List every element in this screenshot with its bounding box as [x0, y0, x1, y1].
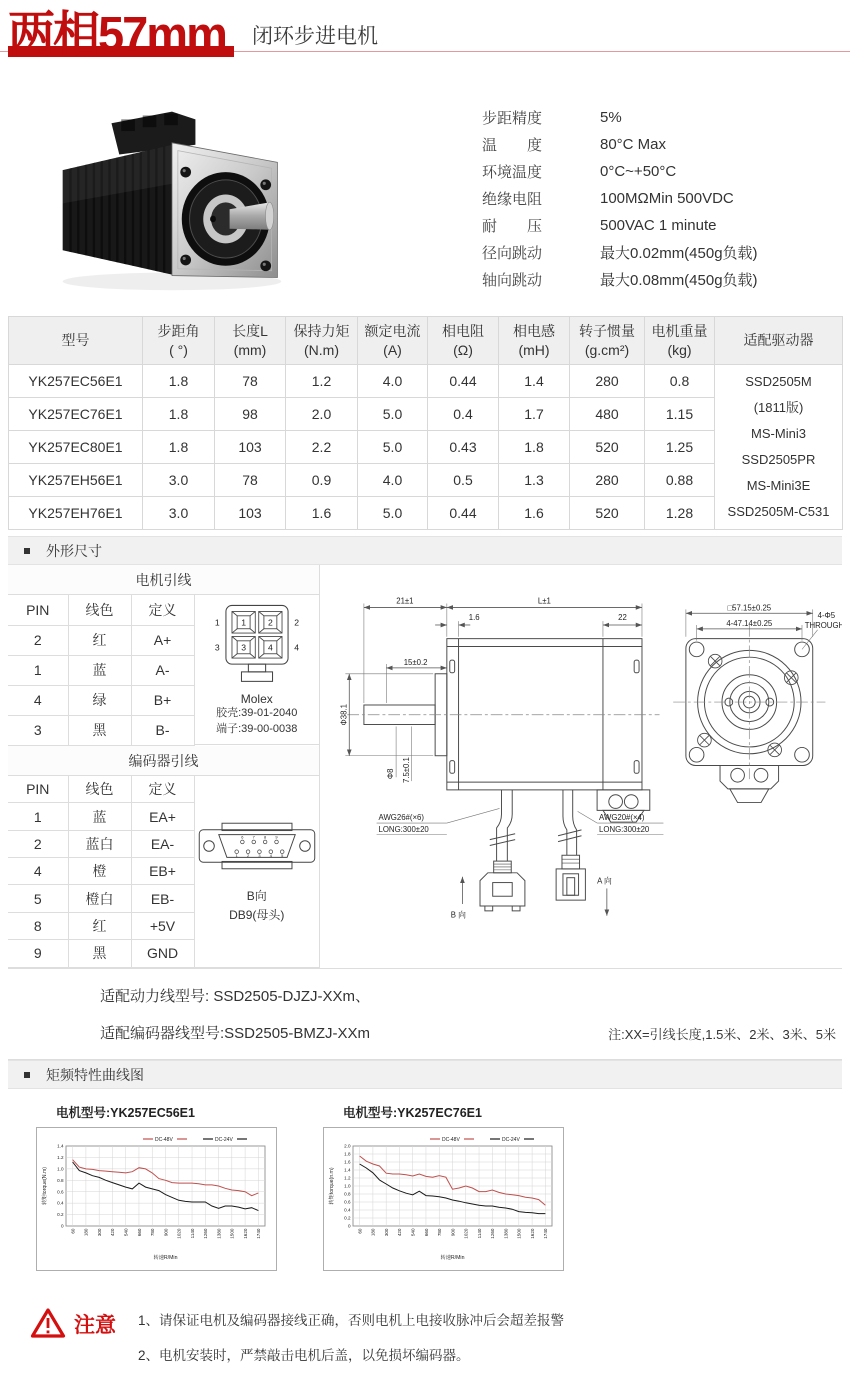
- cell: 4: [8, 685, 68, 715]
- svg-text:60: 60: [70, 1228, 76, 1234]
- cell: B-: [131, 715, 194, 745]
- encoder-leads-table: [8, 776, 195, 968]
- molex-connector-box: [195, 595, 320, 745]
- spec-cell: 98: [215, 398, 286, 431]
- svg-text:1.0: 1.0: [344, 1183, 351, 1189]
- table-row: [8, 940, 194, 967]
- dim-label: 1.6: [468, 613, 480, 623]
- spec-value: 5%: [600, 109, 622, 126]
- svg-text:1.6: 1.6: [344, 1159, 351, 1165]
- cell: 绿: [68, 685, 131, 715]
- spec-table: [8, 316, 843, 530]
- cell: 橙: [68, 858, 131, 885]
- spec-value: 最大0.08mm(450g负载): [600, 272, 758, 289]
- col-wire-color: 线色: [68, 595, 131, 625]
- svg-text:1500: 1500: [229, 1228, 235, 1239]
- spec-cell: 2.0: [286, 398, 358, 431]
- spec-row: [482, 266, 758, 293]
- table-row: [8, 625, 194, 655]
- dimension-drawing: [320, 567, 842, 963]
- spec-cell: 0.9: [286, 464, 358, 497]
- table-row: [8, 685, 194, 715]
- svg-text:0.2: 0.2: [344, 1215, 351, 1221]
- col-wire-color: 线色: [68, 776, 131, 803]
- svg-text:0.2: 0.2: [57, 1212, 64, 1218]
- table-header-row: [8, 595, 194, 625]
- svg-text:转速R/Min: 转速R/Min: [440, 1255, 465, 1261]
- svg-text:1380: 1380: [503, 1228, 509, 1239]
- view-label: B 向: [450, 910, 466, 920]
- torque-curve-charts: [8, 1089, 842, 1271]
- cell: 蓝: [68, 803, 131, 830]
- table-row: [8, 830, 194, 857]
- spec-cell: 1.28: [645, 497, 715, 530]
- spec-row: [482, 212, 758, 239]
- encoder-cable-model: 适配编码器线型号:SSD2505-BMZJ-XXm: [100, 1025, 371, 1042]
- pin-number: 4: [267, 642, 273, 653]
- section-title: 矩频特性曲线图: [46, 1066, 144, 1083]
- svg-text:1.0: 1.0: [57, 1166, 64, 1172]
- motor-product-image: [22, 94, 322, 299]
- pin-number: 1: [235, 852, 238, 858]
- col-pin: PIN: [8, 595, 68, 625]
- notice-line: 1、请保证电机及编码器接线正确，否则电机上电接收脉冲后会超差报警: [138, 1313, 565, 1328]
- table-row: [8, 803, 194, 830]
- svg-text:2.0: 2.0: [344, 1143, 351, 1149]
- svg-text:180: 180: [370, 1228, 376, 1237]
- spec-list: [482, 94, 758, 294]
- spec-cell: 1.8: [143, 431, 215, 464]
- spec-row: [482, 104, 758, 131]
- pin-number: 3: [240, 642, 246, 653]
- driver-line: SSD2505M: [745, 374, 812, 389]
- svg-text:1.4: 1.4: [57, 1143, 64, 1149]
- svg-text:转矩torque(N.m): 转矩torque(N.m): [42, 1166, 48, 1206]
- spec-value: 0°C~+50°C: [600, 163, 677, 180]
- spec-cell: 0.43: [428, 431, 499, 464]
- driver-line: SSD2505M-C531: [727, 504, 830, 519]
- spec-value: 最大0.02mm(450g负载): [600, 245, 758, 262]
- pin-number: 6: [241, 834, 244, 840]
- dim-label: Φ8: [386, 768, 396, 780]
- cable-label: LONG:300±20: [599, 824, 650, 834]
- spec-cell: 5.0: [358, 431, 428, 464]
- svg-text:780: 780: [150, 1228, 156, 1237]
- svg-text:660: 660: [423, 1228, 429, 1237]
- cell: 红: [68, 912, 131, 939]
- connector-name: Molex: [240, 692, 273, 707]
- spec-label: 绝缘电阻: [482, 191, 543, 208]
- section-title: 外形尺寸: [46, 542, 102, 559]
- section-torque-curves: [8, 1060, 842, 1089]
- spec-cell: 0.88: [645, 464, 715, 497]
- svg-text:900: 900: [163, 1228, 169, 1237]
- svg-text:1020: 1020: [463, 1228, 469, 1239]
- col-phase-inductance: 相电感 (mH): [499, 317, 570, 365]
- svg-text:900: 900: [450, 1228, 456, 1237]
- connector-terminal: 端子:39-00-0038: [216, 722, 298, 735]
- spec-cell: 5.0: [358, 497, 428, 530]
- table-row: [8, 858, 194, 885]
- spec-cell: 78: [215, 365, 286, 398]
- pin-number: 7: [252, 834, 255, 840]
- pin-number: 2: [294, 617, 299, 628]
- cable-info: [8, 969, 842, 1060]
- spec-cell: 1.4: [499, 365, 570, 398]
- encoder-leads-title: 编码器引线: [8, 746, 319, 776]
- spec-cell: 1.8: [499, 431, 570, 464]
- wiring-panel: [8, 565, 320, 968]
- svg-text:1740: 1740: [543, 1228, 549, 1239]
- pin-number: 9: [275, 834, 278, 840]
- spec-label: 轴向跳动: [482, 272, 543, 289]
- dimensions-area: [8, 565, 842, 969]
- driver-cell: [715, 365, 843, 530]
- col-rotor-inertia: 转子惯量 (g.cm²): [570, 317, 645, 365]
- svg-text:300: 300: [383, 1228, 389, 1237]
- spec-cell: 5.0: [358, 398, 428, 431]
- svg-text:0.6: 0.6: [344, 1199, 351, 1205]
- chart-frame: [36, 1127, 277, 1271]
- svg-text:1140: 1140: [189, 1228, 195, 1239]
- cell: B+: [131, 685, 194, 715]
- spec-row: [482, 158, 758, 185]
- spec-cell: YK257EH76E1: [9, 497, 143, 530]
- dim-label: Φ38.1: [339, 704, 349, 726]
- cell: A+: [131, 625, 194, 655]
- spec-cell: 1.25: [645, 431, 715, 464]
- notice-title: 注意: [74, 1314, 116, 1337]
- driver-line: MS-Mini3E: [746, 478, 811, 493]
- cable-length-note: 注:XX=引线长度,1.5米、2米、3米、5米: [608, 1027, 836, 1042]
- svg-text:DC-24V: DC-24V: [502, 1136, 520, 1143]
- col-definition: 定义: [131, 595, 194, 625]
- spec-cell: 520: [570, 431, 645, 464]
- svg-text:0.4: 0.4: [344, 1207, 351, 1213]
- col-model: 型号: [9, 317, 143, 365]
- spec-cell: 0.44: [428, 497, 499, 530]
- molex-connector-graphic: [205, 602, 309, 690]
- svg-text:1260: 1260: [203, 1228, 209, 1239]
- spec-cell: YK257EC76E1: [9, 398, 143, 431]
- bullet-icon: [24, 548, 30, 554]
- warning-icon: [30, 1307, 66, 1339]
- power-cable-model: 适配动力线型号: SSD2505-DJZJ-XXm、: [100, 988, 371, 1005]
- spec-cell: 1.6: [286, 497, 358, 530]
- bullet-icon: [24, 1072, 30, 1078]
- col-step-angle: 步距角 ( °): [143, 317, 215, 365]
- spec-cell: 1.8: [143, 365, 215, 398]
- spec-cell: 1.7: [499, 398, 570, 431]
- col-length: 长度L (mm): [215, 317, 286, 365]
- svg-text:0: 0: [60, 1223, 64, 1229]
- spec-label: 步距精度: [482, 110, 543, 127]
- spec-cell: YK257EC80E1: [9, 431, 143, 464]
- table-row: [9, 365, 843, 398]
- cable-label: LONG:300±20: [378, 824, 429, 834]
- notice-line: 2、电机安装时，严禁敲击电机后盖，以免损坏编码器。: [138, 1348, 470, 1364]
- pin-number: 4: [269, 852, 272, 858]
- spec-row: [482, 131, 758, 158]
- technical-drawing: [320, 565, 842, 968]
- driver-line: (1811版): [753, 400, 804, 415]
- spec-cell: 0.5: [428, 464, 499, 497]
- dim-label: 7.5±0.1: [401, 757, 411, 784]
- col-phase-resistance: 相电阻 (Ω): [428, 317, 499, 365]
- spec-cell: 103: [215, 431, 286, 464]
- col-rated-current: 额定电流 (A): [358, 317, 428, 365]
- svg-text:540: 540: [123, 1228, 129, 1237]
- dim-label: THROUGH: [804, 620, 842, 630]
- cell: 蓝: [68, 655, 131, 685]
- cell: GND: [131, 940, 194, 967]
- svg-text:540: 540: [410, 1228, 416, 1237]
- cell: A-: [131, 655, 194, 685]
- svg-text:0.4: 0.4: [57, 1200, 64, 1206]
- col-holding-torque: 保持力矩 (N.m): [286, 317, 358, 365]
- svg-text:1.2: 1.2: [57, 1155, 64, 1161]
- cell: +5V: [131, 912, 194, 939]
- chart-block-2: [323, 1103, 568, 1271]
- cell: 8: [8, 912, 68, 939]
- col-driver: 适配驱动器: [715, 317, 843, 365]
- svg-text:780: 780: [437, 1228, 443, 1237]
- cell: EB+: [131, 858, 194, 885]
- col-definition: 定义: [131, 776, 194, 803]
- spec-cell: 78: [215, 464, 286, 497]
- spec-value: 100MΩMin 500VDC: [600, 190, 734, 207]
- svg-text:0.8: 0.8: [344, 1191, 351, 1197]
- chart-frame: [323, 1127, 564, 1271]
- torque-curve-chart-yk257ec76e1: [326, 1130, 559, 1263]
- svg-text:1380: 1380: [216, 1228, 222, 1239]
- chart-title: 电机型号:YK257EC56E1: [56, 1106, 195, 1120]
- svg-text:1260: 1260: [490, 1228, 496, 1239]
- spec-label: 耐 压: [482, 218, 543, 235]
- spec-cell: 3.0: [143, 497, 215, 530]
- spec-cell: 4.0: [358, 464, 428, 497]
- spec-row: [482, 239, 758, 266]
- col-motor-weight: 电机重量 (kg): [645, 317, 715, 365]
- dim-label: L±1: [537, 596, 551, 606]
- svg-text:1.4: 1.4: [344, 1167, 351, 1173]
- spec-cell: 280: [570, 365, 645, 398]
- spec-label: 温 度: [482, 137, 543, 154]
- spec-cell: 1.2: [286, 365, 358, 398]
- dim-label: 4-47.14±0.25: [726, 618, 773, 628]
- svg-text:660: 660: [136, 1228, 142, 1237]
- cell: 红: [68, 625, 131, 655]
- table-header-row: [8, 776, 194, 803]
- spec-cell: 520: [570, 497, 645, 530]
- cell: 黑: [68, 940, 131, 967]
- chart-title: 电机型号:YK257EC76E1: [343, 1106, 482, 1120]
- cell: 5: [8, 885, 68, 912]
- dim-label: 15±0.2: [403, 657, 428, 667]
- spec-cell: 4.0: [358, 365, 428, 398]
- table-row: [8, 655, 194, 685]
- motor-leads-table: [8, 595, 195, 746]
- table-row: [8, 912, 194, 939]
- svg-text:0.8: 0.8: [57, 1177, 64, 1183]
- svg-text:1500: 1500: [516, 1228, 522, 1239]
- cell: EA-: [131, 830, 194, 857]
- pin-number: 2: [267, 617, 273, 628]
- spec-label: 环境温度: [482, 164, 543, 181]
- dim-label: □57.15±0.25: [727, 603, 772, 613]
- connector-shell: 胶壳:39-01-2040: [216, 707, 298, 720]
- svg-text:180: 180: [83, 1228, 89, 1237]
- spec-cell: YK257EH56E1: [9, 464, 143, 497]
- cell: EB-: [131, 885, 194, 912]
- svg-text:1740: 1740: [256, 1228, 262, 1239]
- page-header: [0, 0, 850, 64]
- svg-text:0.6: 0.6: [57, 1189, 64, 1195]
- svg-text:DC-48V: DC-48V: [442, 1136, 460, 1143]
- pin-number: 1: [214, 617, 220, 628]
- dim-label: 22: [618, 613, 627, 623]
- svg-text:1020: 1020: [176, 1228, 182, 1239]
- page-subtitle: 闭环步进电机: [252, 25, 378, 48]
- svg-text:1.2: 1.2: [344, 1175, 351, 1181]
- pin-number: 3: [258, 852, 261, 858]
- notice-lines: [138, 1301, 564, 1373]
- cell: 4: [8, 858, 68, 885]
- svg-text:1620: 1620: [529, 1228, 535, 1239]
- torque-curve-chart-yk257ec56e1: [39, 1130, 272, 1263]
- svg-text:1620: 1620: [242, 1228, 248, 1239]
- cable-label: AWG26#(×6): [378, 813, 424, 823]
- spec-value: 80°C Max: [600, 136, 667, 153]
- spec-cell: YK257EC56E1: [9, 365, 143, 398]
- cell: 2: [8, 830, 68, 857]
- dim-label: 21±1: [396, 596, 414, 606]
- spec-label: 径向跳动: [482, 245, 543, 262]
- driver-line: MS-Mini3: [751, 426, 806, 441]
- db9-connector-box: [195, 776, 320, 968]
- cell: 蓝白: [68, 830, 131, 857]
- page-title: 两相57mm: [8, 6, 226, 62]
- svg-text:1.8: 1.8: [344, 1151, 351, 1157]
- cell: 1: [8, 803, 68, 830]
- pin-number: 1: [240, 617, 246, 628]
- motor-leads-title: 电机引线: [8, 565, 319, 595]
- table-header-row: [9, 317, 843, 365]
- db9-connector-graphic: [196, 819, 318, 873]
- spec-cell: 1.8: [143, 398, 215, 431]
- cell: 9: [8, 940, 68, 967]
- product-section: [0, 64, 850, 316]
- pin-number: 8: [263, 834, 266, 840]
- spec-cell: 0.4: [428, 398, 499, 431]
- svg-text:300: 300: [96, 1228, 102, 1237]
- spec-cell: 3.0: [143, 464, 215, 497]
- svg-text:DC-48V: DC-48V: [155, 1136, 173, 1143]
- pin-number: 2: [246, 852, 249, 858]
- spec-cell: 0.8: [645, 365, 715, 398]
- spec-cell: 480: [570, 398, 645, 431]
- dim-label: 4-Φ5: [817, 611, 836, 621]
- cell: 1: [8, 655, 68, 685]
- spec-cell: 103: [215, 497, 286, 530]
- notice-section: [8, 1301, 842, 1373]
- svg-text:60: 60: [357, 1228, 363, 1234]
- cable-label: AWG20#(×4): [599, 813, 645, 823]
- table-row: [8, 715, 194, 745]
- section-dimensions: [8, 536, 842, 565]
- spec-cell: 1.15: [645, 398, 715, 431]
- svg-text:420: 420: [110, 1228, 116, 1237]
- cell: 橙白: [68, 885, 131, 912]
- pin-number: 5: [280, 852, 284, 858]
- driver-line: SSD2505PR: [741, 452, 816, 467]
- spec-cell: 0.44: [428, 365, 499, 398]
- svg-text:420: 420: [397, 1228, 403, 1237]
- spec-cell: 1.3: [499, 464, 570, 497]
- svg-text:转速R/Min: 转速R/Min: [153, 1255, 178, 1261]
- cell: 黑: [68, 715, 131, 745]
- spec-cell: 1.6: [499, 497, 570, 530]
- svg-text:0: 0: [347, 1223, 351, 1229]
- chart-block-1: [36, 1103, 281, 1271]
- pin-number: 4: [294, 642, 299, 653]
- col-pin: PIN: [8, 776, 68, 803]
- spec-row: [482, 185, 758, 212]
- connector-view: B向: [246, 889, 267, 903]
- svg-text:转矩torque(n.m): 转矩torque(n.m): [329, 1167, 335, 1205]
- table-row: [8, 885, 194, 912]
- spec-value: 500VAC 1 minute: [600, 217, 717, 234]
- cell: 3: [8, 715, 68, 745]
- pin-number: 3: [214, 642, 220, 653]
- cell: EA+: [131, 803, 194, 830]
- cell: 2: [8, 625, 68, 655]
- svg-text:DC-24V: DC-24V: [215, 1136, 233, 1143]
- view-label: A 向: [597, 876, 612, 886]
- spec-cell: 2.2: [286, 431, 358, 464]
- spec-cell: 280: [570, 464, 645, 497]
- svg-text:1140: 1140: [476, 1228, 482, 1239]
- connector-name: DB9(母头): [229, 908, 285, 922]
